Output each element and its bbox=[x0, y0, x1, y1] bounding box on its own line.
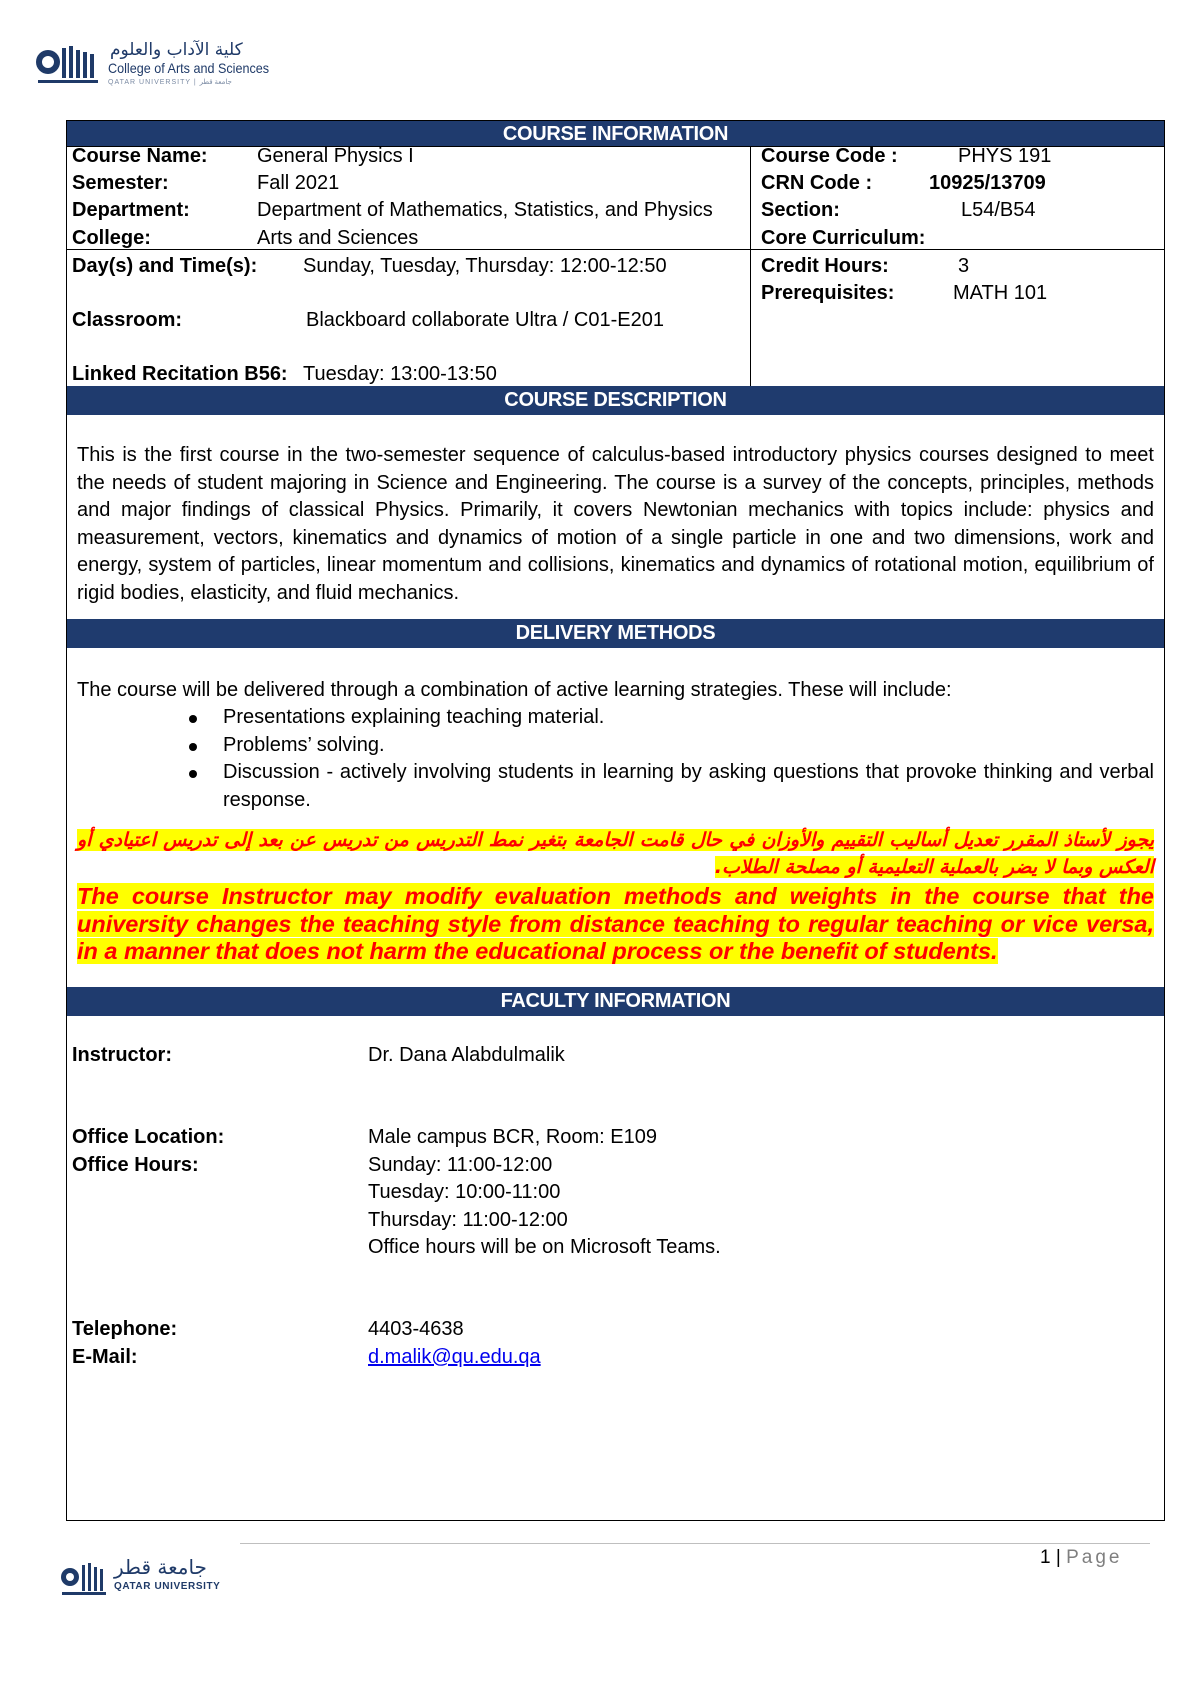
linked-recitation-value: Tuesday: 13:00-13:50 bbox=[303, 363, 497, 385]
office-hours-thursday: Thursday: 11:00-12:00 bbox=[368, 1209, 568, 1231]
college-label: College: bbox=[72, 227, 151, 249]
core-curriculum-label: Core Curriculum: bbox=[761, 227, 926, 249]
college-logo bbox=[34, 40, 334, 94]
notice-english: The course Instructor may modify evaluation methods and weights in the course that the university changes the teaching style from distance teaching to regular teaching or vice versa, in a manner that does not harm the educational process or the benefit of students. bbox=[77, 883, 1154, 964]
department-value: Department of Mathematics, Statistics, and Physics bbox=[257, 199, 713, 221]
office-hours-note: Office hours will be on Microsoft Teams. bbox=[368, 1236, 721, 1258]
email-label: E-Mail: bbox=[72, 1346, 138, 1368]
list-item: Discussion - actively involving students in learning by asking questions that provoke thinking and verbal response. bbox=[77, 759, 1154, 814]
office-hours-label: Office Hours: bbox=[72, 1154, 199, 1176]
course-name-label: Course Name: bbox=[72, 145, 208, 167]
course-name-value: General Physics I bbox=[257, 145, 414, 167]
footer-logo-arabic: جامعة قطر bbox=[114, 1555, 207, 1579]
section-value: L54/B54 bbox=[961, 199, 1036, 221]
university-logo bbox=[60, 1555, 230, 1605]
bullet-icon bbox=[189, 770, 197, 778]
crn-label: CRN Code : bbox=[761, 172, 873, 194]
instructor-value: Dr. Dana Alabdulmalik bbox=[368, 1044, 565, 1066]
course-code-label: Course Code : bbox=[761, 145, 898, 167]
delivery-methods-header: DELIVERY METHODS bbox=[67, 619, 1164, 648]
semester-value: Fall 2021 bbox=[257, 172, 340, 194]
classroom-label: Classroom: bbox=[72, 309, 183, 331]
office-hours-sunday: Sunday: 11:00-12:00 bbox=[368, 1154, 553, 1176]
course-code-value: PHYS 191 bbox=[958, 145, 1052, 167]
notice-arabic: يجوز لأستاذ المقرر تعديل أساليب التقييم والأوزان في حال قامت الجامعة بتغير نمط التدريس من تدريس عن بعد إلى تدريس اعتيادي أو العكس وبما لا يضر بالعملية التعليمية أو مصلحة الطلاب. bbox=[77, 829, 1155, 878]
delivery-bullet-list bbox=[77, 704, 1154, 814]
college-value: Arts and Sciences bbox=[257, 227, 419, 249]
office-location-label: Office Location: bbox=[72, 1126, 225, 1148]
course-description-header: COURSE DESCRIPTION bbox=[67, 386, 1164, 415]
page-number: 1 | Page bbox=[1040, 1547, 1123, 1568]
instructor-label: Instructor: bbox=[72, 1044, 172, 1066]
college-emblem-icon bbox=[34, 40, 104, 90]
delivery-intro-text: The course will be delivered through a combination of active learning strategies. These will include: bbox=[77, 679, 952, 701]
logo-english-text: College of Arts and Sciences bbox=[108, 60, 270, 76]
office-hours-tuesday: Tuesday: 10:00-11:00 bbox=[368, 1181, 561, 1203]
prerequisites-label: Prerequisites: bbox=[761, 282, 895, 304]
days-times-value: Sunday, Tuesday, Thursday: 12:00-12:50 bbox=[303, 255, 667, 277]
telephone-value: 4403-4638 bbox=[368, 1318, 464, 1340]
days-times-label: Day(s) and Time(s): bbox=[72, 255, 258, 277]
prerequisites-value: MATH 101 bbox=[953, 282, 1048, 304]
teaching-style-notice bbox=[77, 827, 1154, 966]
department-label: Department: bbox=[72, 199, 190, 221]
list-item: Presentations explaining teaching material. bbox=[77, 704, 1154, 732]
logo-sub-text: QATAR UNIVERSITY | جامعة قطر bbox=[108, 79, 232, 86]
bullet-icon bbox=[189, 715, 197, 723]
logo-arabic-text: كلية الآداب والعلوم bbox=[110, 40, 243, 60]
list-item: Problems’ solving. bbox=[77, 732, 1154, 760]
office-location-value: Male campus BCR, Room: E109 bbox=[368, 1126, 658, 1148]
credit-hours-label: Credit Hours: bbox=[761, 255, 889, 277]
course-description-text: This is the first course in the two-semester sequence of calculus-based introductory physics courses designed to meet the needs of student majoring in Science and Engineering. The course is a survey of the concepts, principles, methods and major findings of classical Physics. Primarily, it covers Newtonian mechanics with topics include: physics and measurement, vectors, kinematics and dynamics of motion of a single particle in one and two dimensions, work and energy, system of particles, linear momentum and collisions, kinematics and dynamics of rotational motion, equilibrium of rigid bodies, elasticity, and fluid mechanics. bbox=[77, 444, 1154, 604]
section-label: Section: bbox=[761, 199, 840, 221]
semester-label: Semester: bbox=[72, 172, 169, 194]
credit-hours-value: 3 bbox=[958, 255, 970, 277]
syllabus-table bbox=[66, 120, 1165, 1521]
crn-value: 10925/13709 bbox=[929, 172, 1046, 194]
course-information-header: COURSE INFORMATION bbox=[67, 121, 1164, 146]
telephone-label: Telephone: bbox=[72, 1318, 178, 1340]
classroom-value: Blackboard collaborate Ultra / C01-E201 bbox=[306, 309, 664, 331]
footer-logo-english: QATAR UNIVERSITY bbox=[114, 1581, 221, 1592]
email-link[interactable]: d.malik@qu.edu.qa bbox=[368, 1346, 541, 1368]
footer-divider bbox=[240, 1543, 1150, 1544]
university-emblem-icon bbox=[60, 1559, 108, 1599]
bullet-icon bbox=[189, 743, 197, 751]
linked-recitation-label: Linked Recitation B56: bbox=[72, 363, 288, 385]
faculty-information-header: FACULTY INFORMATION bbox=[67, 987, 1164, 1016]
